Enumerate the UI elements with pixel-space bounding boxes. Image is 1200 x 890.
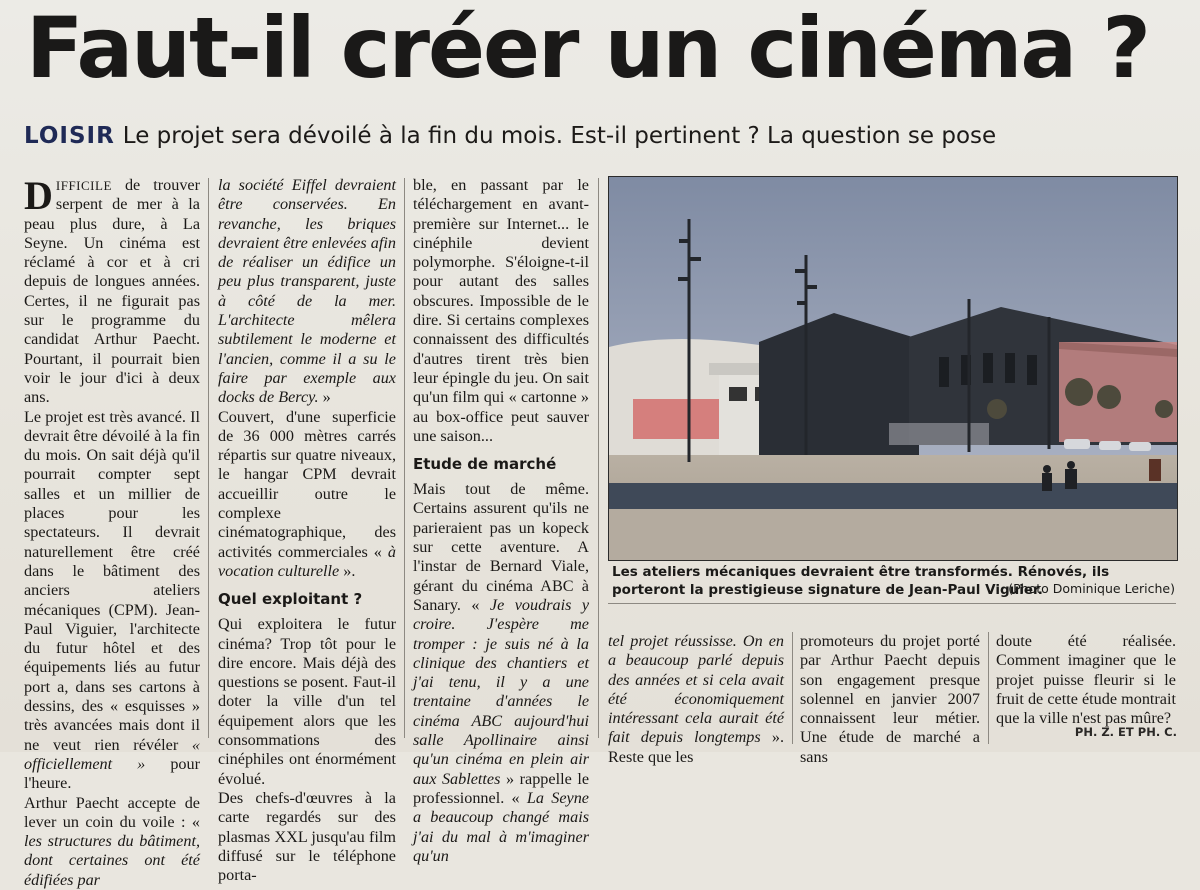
headline: Faut-il créer un cinéma ?	[26, 0, 1150, 97]
column-divider	[208, 178, 209, 738]
article-column-2	[218, 176, 396, 885]
quote-text: tel projet réussisse. On en a beaucoup parlé depuis des années et si cela avait été économiquement intéressant cela aurait été fait depuis longtemps	[608, 632, 784, 747]
quote-text: La Seyne a beaucoup changé mais j'ai du mal à m'imaginer qu'un	[413, 788, 589, 865]
horizontal-divider	[608, 603, 1176, 604]
paragraph-text: Mais tout de même. Certains assurent qu'ils ne parieraient pas un kopeck sur cette aventure. A l'instar de Bernard Viale, gérant du cinéma ABC à Sanary. «	[413, 480, 589, 614]
paragraph-text: de trouver serpent de mer à la peau plus dure, à La Seyne. Un cinéma est réclamé à cor et à cri depuis de longues années. Certes, il ne figurait pas sur le programme du candidat Arthur Paecht. Pourtant, il pourrait bien voir le jour d'ici à deux ans.	[24, 176, 200, 407]
section-heading: Etude de marché	[413, 455, 557, 474]
quote-text: à vocation culturelle	[218, 542, 396, 580]
paragraph: doute été réalisée. Comment imaginer que le projet puisse fleurir si le fruit de cette étude montrait que la ville n'est pas mûre?	[996, 632, 1176, 728]
paragraph-text: »	[322, 388, 331, 407]
subheadline-text: Le projet sera dévoilé à la fin du mois. Est-il pertinent ? La question se pose	[122, 123, 997, 149]
section-kicker: LOISIR	[24, 123, 115, 149]
paragraph-text: Le projet est très avancé. Il devrait être dévoilé à la fin du mois. On sait déjà qu'il pourrait compter sept salles et un millier de places pour les spectateurs. Il devrait naturellement être créé dans le bâtiment des anciers ateliers mécaniques (CPM). Jean-Paul Viguier, l'architecte du futur hôtel et des équipements liés au futur port a, dans ses cartons à dessins, des « esquisses » très avancées mais dont il ne veut rien révéler	[24, 407, 200, 754]
paragraph: Des chefs-d'œuvres à la carte regardés sur des plasmas XXL jusqu'au film diffusé sur le téléphone porta-	[218, 788, 396, 885]
article-column-1	[24, 173, 200, 889]
photo-caption: Les ateliers mécaniques devraient être transformés. Rénovés, ils porteront la prestigieuse signature de Jean-Paul Viguier.	[612, 564, 1110, 598]
lead-smallcaps: IFFICILE	[55, 178, 112, 193]
paragraph-text: Couvert, d'une superficie de 36 000 mètres carrés répartis sur quatre niveaux, le hangar CPM devrait accueillir outre le complexe cinématographique, des activités commerciales «	[218, 407, 396, 561]
paragraph	[24, 408, 200, 794]
paragraph-text: Arthur Paecht accepte de lever un coin du voile : «	[24, 793, 200, 831]
section-heading: Quel exploitant ?	[218, 590, 363, 609]
paragraph-text: ».	[343, 561, 356, 580]
column-divider	[404, 178, 405, 738]
author-signature: PH. Z. ET PH. C.	[1074, 725, 1177, 739]
paragraph	[413, 480, 589, 866]
photo-credit: (Photo Dominique Leriche)	[1008, 581, 1175, 596]
paragraph: Qui exploitera le futur cinéma? Trop tôt pour le dire encore. Mais déjà des questions se posent. Faut-il doter la ville d'un tel équipement alors que les consommations des cinéphiles ont énormément évolué.	[218, 615, 396, 788]
column-divider	[598, 178, 599, 738]
article-column-3	[413, 176, 590, 865]
quote-text: les structures du bâtiment, dont certaines ont été édifiées par	[24, 832, 200, 889]
paragraph	[608, 632, 784, 767]
paragraph: promoteurs du projet porté par Arthur Paecht depuis son engagement presque solennel en janvier 2007 connaissent leur métier. Une étude de marché a sans	[800, 632, 980, 766]
paragraph	[218, 408, 396, 582]
article-column-4	[608, 632, 784, 766]
quote-text: « officiellement »	[24, 735, 200, 773]
paragraph-text: ». Reste que les	[608, 728, 784, 766]
subheadline	[24, 120, 1184, 154]
quote-text: Je voudrais y croire. J'espère me tromper : je suis né à la clinique des chantiers et j'ai tenu, il y a une trentaine d'années le cinéma ABC aujourd'hui salle Apollinaire ainsi qu'un cinéma en plein air aux Sablettes	[413, 595, 589, 788]
quote-text: la société Eiffel devraient être conservées. En revanche, les briques devraient être enlevées afin de réaliser un édifice un peu plus transparent, juste à côté de la mer. L'architecte mêlera subtilement le moderne et l'ancien, comme il a su le faire par exemple aux docks de Bercy.	[218, 176, 396, 407]
article-column-5	[800, 632, 980, 766]
column-divider	[792, 632, 793, 744]
paragraph	[218, 176, 396, 408]
building-photo-illustration	[609, 177, 1177, 560]
drop-cap: D	[24, 173, 53, 218]
paragraph-text: » rappelle le professionnel. «	[413, 769, 590, 807]
paragraph: ble, en passant par le téléchargement en avant-première sur Internet... le cinéphile devient polymorphe. S'éloigne-t-il pour autant des salles obscures. Impossible de le dire. Si certains complexes connaissent des difficultés d'autres tirent très bien leur épingle du jeu. On sait qu'un film qui « cartonne » au box-office peut sauver une saison...	[413, 176, 589, 445]
article-photo	[608, 176, 1178, 561]
column-divider	[988, 632, 989, 744]
paragraph	[24, 173, 200, 408]
paragraph-text: pour l'heure.	[24, 754, 200, 793]
article-column-6	[996, 632, 1176, 728]
paragraph	[24, 794, 200, 890]
